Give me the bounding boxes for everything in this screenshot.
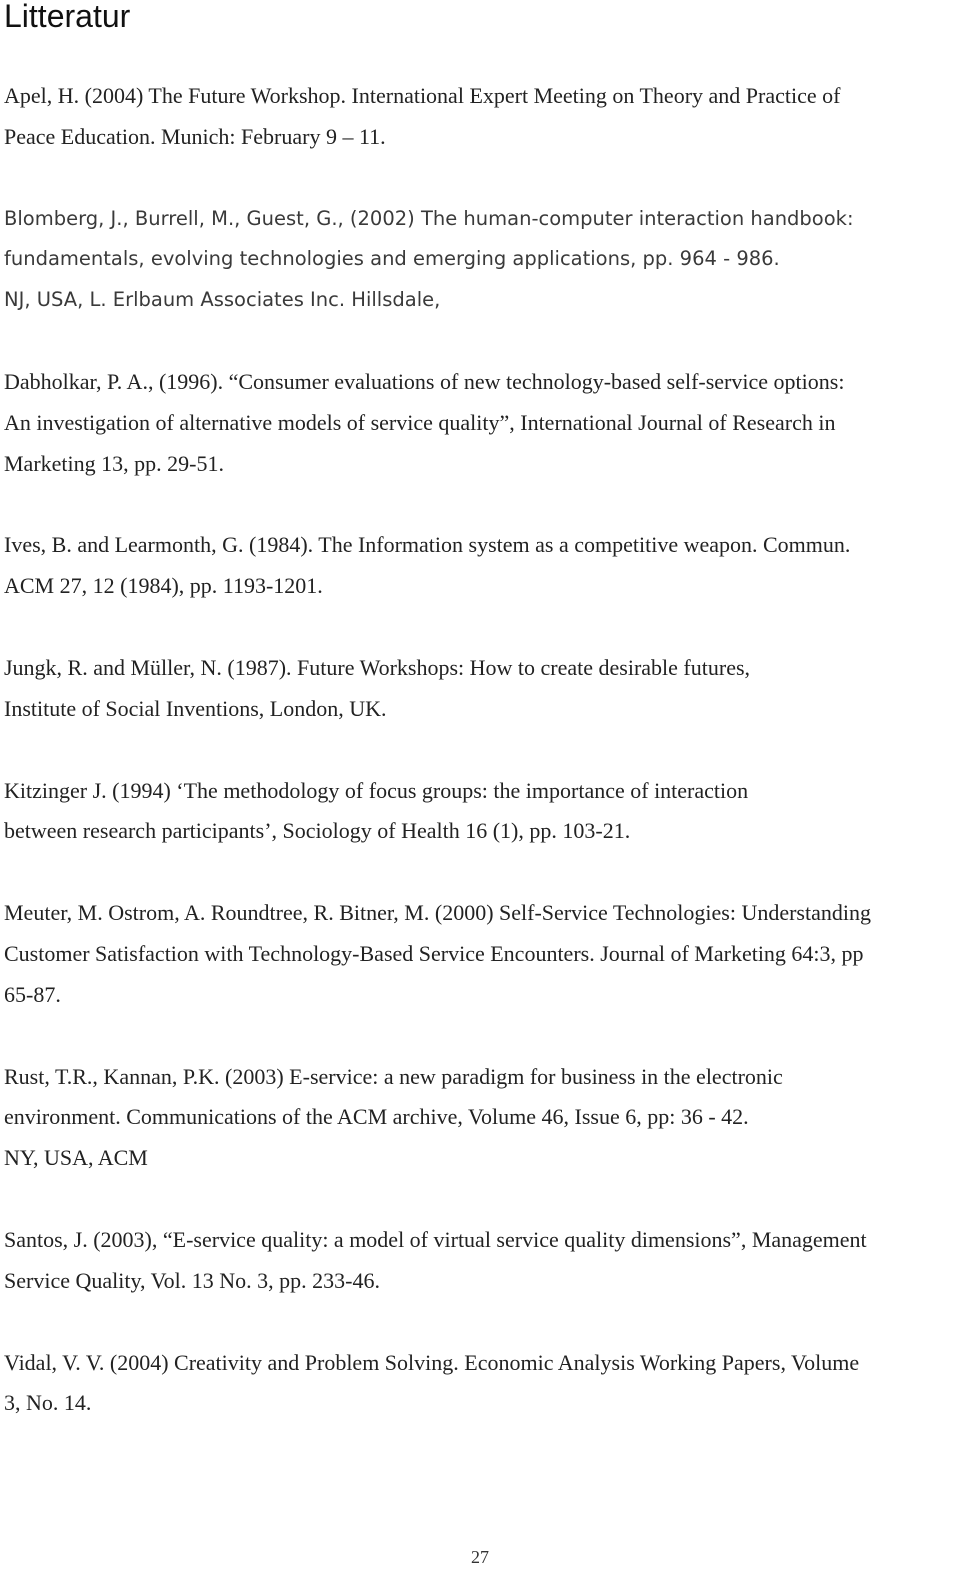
reference-meuter bbox=[4, 893, 956, 1015]
reference-line: Jungk, R. and Müller, N. (1987). Future Workshops: How to create desirable futures, bbox=[4, 654, 751, 680]
reference-line: ACM 27, 12 (1984), pp. 1193-1201. bbox=[4, 573, 323, 599]
reference-line: between research participants’, Sociology of Health 16 (1), pp. 103-21. bbox=[4, 818, 631, 844]
reference-apel bbox=[4, 76, 956, 158]
reference-line: Santos, J. (2003), “E-service quality: a model of virtual service quality dimensions”, Management bbox=[4, 1226, 867, 1252]
reference-blomberg bbox=[4, 199, 956, 321]
reference-line: Vidal, V. V. (2004) Creativity and Problem Solving. Economic Analysis Working Papers, Volume bbox=[4, 1349, 860, 1375]
reference-line: An investigation of alternative models of service quality”, International Journal of Research in bbox=[4, 409, 836, 435]
reference-dabholkar bbox=[4, 362, 956, 484]
reference-line: fundamentals, evolving technologies and emerging applications, pp. 964 - 986. bbox=[4, 247, 780, 271]
reference-line: Rust, T.R., Kannan, P.K. (2003) E-service: a new paradigm for business in the electronic bbox=[4, 1063, 783, 1089]
reference-rust bbox=[4, 1057, 956, 1179]
page-number: 27 bbox=[471, 1547, 489, 1567]
reference-kitzinger bbox=[4, 771, 956, 853]
reference-line: Peace Education. Munich: February 9 – 11. bbox=[4, 123, 386, 149]
reference-line: Meuter, M. Ostrom, A. Roundtree, R. Bitner, M. (2000) Self-Service Technologies: Understanding bbox=[4, 900, 871, 926]
reference-ives bbox=[4, 525, 956, 607]
reference-vidal bbox=[4, 1343, 956, 1425]
reference-line: Marketing 13, pp. 29-51. bbox=[4, 450, 224, 476]
reference-line: NJ, USA, L. Erlbaum Associates Inc. Hillsdale, bbox=[4, 288, 441, 312]
reference-line: Kitzinger J. (1994) ‘The methodology of focus groups: the importance of interaction bbox=[4, 777, 749, 803]
reference-line: Service Quality, Vol. 13 No. 3, pp. 233-46. bbox=[4, 1267, 381, 1293]
reference-line: Apel, H. (2004) The Future Workshop. International Expert Meeting on Theory and Practice of bbox=[4, 83, 841, 108]
reference-santos bbox=[4, 1220, 956, 1302]
reference-line: Dabholkar, P. A., (1996). “Consumer evaluations of new technology-based self-service options: bbox=[4, 368, 845, 394]
reference-line: environment. Communications of the ACM archive, Volume 46, Issue 6, pp: 36 - 42. bbox=[4, 1104, 749, 1130]
reference-line: Institute of Social Inventions, London, UK. bbox=[4, 695, 387, 721]
reference-list bbox=[4, 76, 956, 1465]
reference-jungk bbox=[4, 648, 956, 730]
reference-line: 3, No. 14. bbox=[4, 1390, 92, 1416]
reference-line: 65-87. bbox=[4, 981, 61, 1007]
page-title: Litteratur bbox=[4, 0, 131, 34]
reference-line: NY, USA, ACM bbox=[4, 1145, 148, 1171]
reference-line: Customer Satisfaction with Technology-Based Service Encounters. Journal of Marketing 64:3, pp bbox=[4, 940, 864, 966]
reference-line: Blomberg, J., Burrell, M., Guest, G., (2002) The human-computer interaction handbook: bbox=[4, 206, 854, 230]
reference-line: Ives, B. and Learmonth, G. (1984). The Information system as a competitive weapon. Commun. bbox=[4, 532, 851, 558]
